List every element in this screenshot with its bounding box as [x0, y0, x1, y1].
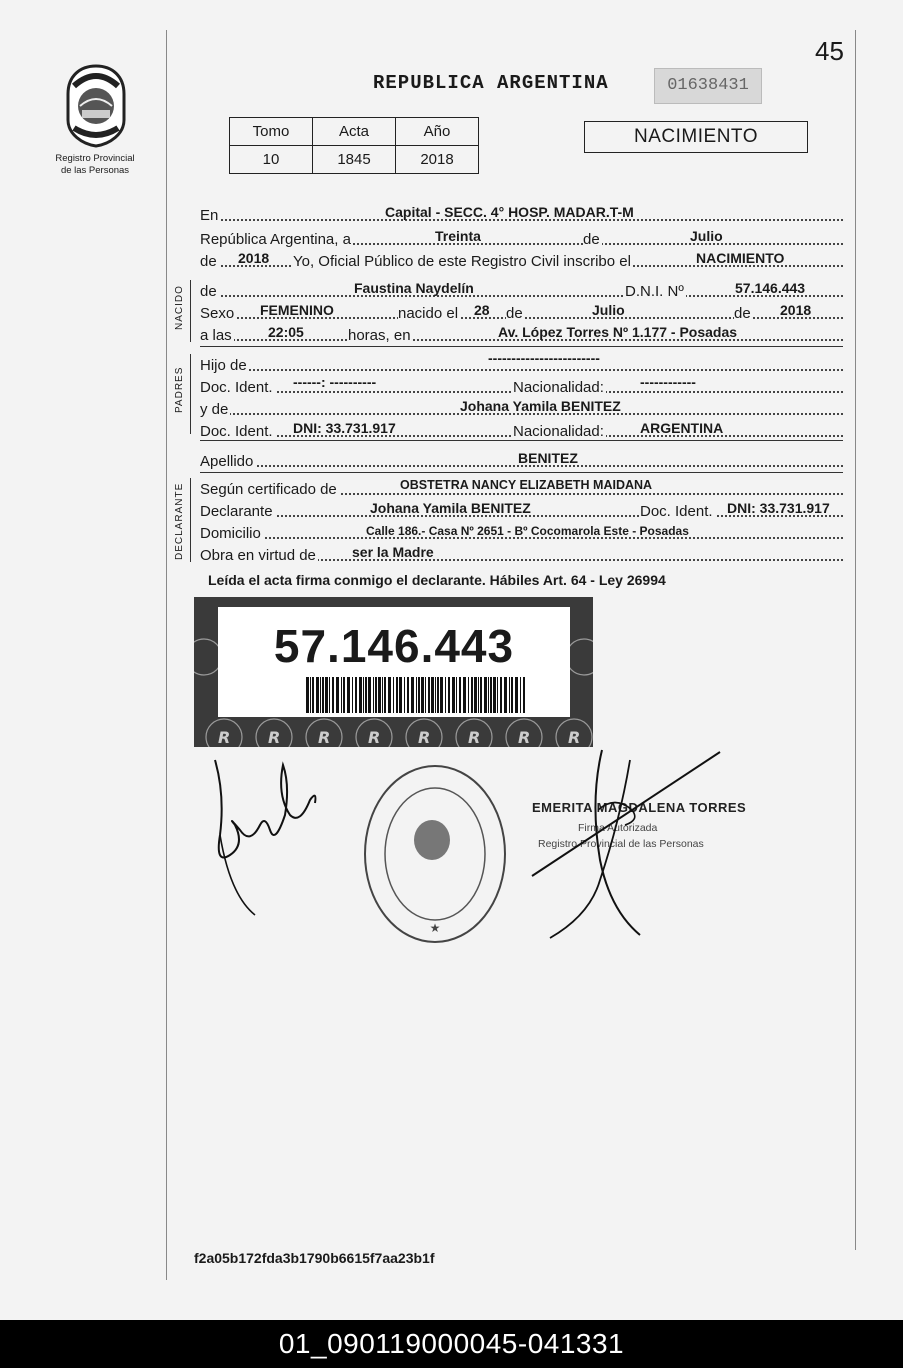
- row-hijo-de: [200, 350, 843, 374]
- anio-header: Año: [396, 118, 479, 146]
- sticker-label: [218, 607, 570, 717]
- row-segun: [200, 478, 843, 498]
- mother-doc-value: DNI: 33.731.917: [293, 420, 396, 436]
- obra-value: ser la Madre: [352, 544, 434, 560]
- province-shield-logo: [60, 62, 132, 148]
- row-sexo: [200, 302, 843, 322]
- birth-month-value: Julio: [592, 302, 625, 318]
- svg-text:R: R: [468, 728, 481, 747]
- father-nationality-value: ------------: [640, 374, 696, 390]
- svg-text:R: R: [568, 728, 581, 747]
- separator-1: [200, 346, 843, 347]
- document-title: REPUBLICA ARGENTINA: [373, 72, 609, 94]
- nacido-bracket: [190, 280, 191, 342]
- dni-label: D.N.I. Nº: [625, 283, 684, 300]
- time-value: 22:05: [268, 324, 304, 340]
- row-hora: [200, 324, 843, 344]
- padres-bracket: [190, 354, 191, 434]
- declarant-signature: [205, 755, 325, 920]
- anio-value: 2018: [396, 146, 479, 174]
- child-name-value: Faustina Naydelín: [354, 280, 474, 296]
- declarante-value: Johana Yamila BENITEZ: [370, 500, 531, 516]
- registry-stamp: [360, 762, 510, 947]
- svg-text:R: R: [318, 728, 331, 747]
- nacido-de2-label: de: [506, 305, 523, 322]
- row-mother: [200, 398, 843, 418]
- a-las-label: a las: [200, 327, 232, 344]
- row-obra: [200, 544, 843, 564]
- y-de-label: y de: [200, 401, 229, 418]
- closing-note: Leída el acta firma conmigo el declarante. Hábiles Art. 64 - Ley 26994: [208, 572, 666, 588]
- row-apellido: [200, 450, 843, 470]
- document-type-box: NACIMIENTO: [584, 121, 808, 153]
- acta-value: 1845: [313, 146, 396, 174]
- declarante-label: Declarante: [200, 503, 273, 520]
- en-value: Capital - SECC. 4° HOSP. MADAR.T-M: [385, 204, 634, 220]
- scan-footer: 01_090119000045-041331: [0, 1320, 903, 1368]
- mother-nationality-label: Nacionalidad:: [513, 423, 604, 440]
- month-value: Julio: [690, 228, 723, 244]
- inscribo-value: NACIMIENTO: [696, 250, 785, 266]
- tomo-header: Tomo: [230, 118, 313, 146]
- day-value: Treinta: [435, 228, 481, 244]
- official-signature: [520, 740, 730, 940]
- registry-label: [40, 153, 150, 177]
- mother-doc-label: Doc. Ident.: [200, 423, 273, 440]
- document-hash: f2a05b172fda3b1790b6615f7aa23b1f: [194, 1250, 435, 1266]
- left-margin-line: [166, 30, 167, 1280]
- svg-text:R: R: [518, 728, 531, 747]
- mother-nationality-value: ARGENTINA: [640, 420, 724, 436]
- official-office: Registro Provincial de las Personas: [538, 838, 704, 850]
- birth-day-value: 28: [474, 302, 490, 318]
- svg-text:R: R: [418, 728, 431, 747]
- acta-header: Acta: [313, 118, 396, 146]
- nacido-de3-label: de: [734, 305, 751, 322]
- row-nacido-name: [200, 280, 843, 300]
- svg-text:R: R: [218, 728, 231, 747]
- registry-label-line-2: de las Personas: [60, 165, 130, 176]
- nacido-de-label: de: [200, 283, 217, 300]
- row-oficial: [200, 250, 843, 270]
- declarante-bracket: [190, 478, 191, 562]
- de2-label: de: [200, 253, 217, 270]
- de-label: de: [583, 231, 600, 248]
- page-number: 45: [815, 36, 844, 66]
- hijo-de-label: Hijo de: [200, 357, 247, 374]
- segun-value: OBSTETRA NANCY ELIZABETH MAIDANA: [400, 478, 653, 492]
- barcode: [306, 677, 526, 713]
- separator-3: [200, 472, 843, 473]
- registry-table: [229, 117, 479, 174]
- declarante-section-label: DECLARANTE: [174, 482, 185, 560]
- nacido-section-label: NACIDO: [174, 285, 185, 330]
- declarante-doc-value: DNI: 33.731.917: [727, 500, 830, 516]
- official-name: EMERITA MAGDALENA TORRES: [532, 800, 747, 815]
- father-name-value: ------------------------: [488, 350, 600, 366]
- official-role: Firma Autorizada: [578, 822, 658, 834]
- birth-year-value: 2018: [780, 302, 812, 318]
- oficial-label: Yo, Oficial Público de este Registro Civil inscribo el: [293, 253, 631, 270]
- place-value: Av. López Torres Nº 1.177 - Posadas: [498, 324, 738, 340]
- apellido-label: Apellido: [200, 453, 254, 470]
- id-number-sticker: [194, 597, 593, 747]
- right-margin-line: [855, 30, 856, 1250]
- year-value: 2018: [238, 250, 270, 266]
- domicilio-label: Domicilio: [200, 525, 261, 542]
- father-nationality-label: Nacionalidad:: [513, 379, 604, 396]
- row-declarante: [200, 500, 843, 520]
- svg-text:R: R: [268, 728, 281, 747]
- registry-label-line-1: Registro Provincial: [55, 153, 135, 164]
- en-label: En: [200, 207, 219, 224]
- row-father-doc: [200, 376, 843, 396]
- serial-number: 01638431: [654, 68, 762, 104]
- republica-label: República Argentina, a: [200, 231, 351, 248]
- row-republica: [200, 228, 843, 248]
- declarante-doc-label: Doc. Ident.: [640, 503, 713, 520]
- domicilio-value: Calle 186.- Casa Nº 2651 - Bº Cocomarola Este - Posadas: [366, 524, 689, 538]
- dni-value: 57.146.443: [735, 280, 806, 296]
- father-doc-value: ------: ----------: [293, 374, 377, 390]
- nacido-el-label: nacido el: [398, 305, 459, 322]
- sexo-value: FEMENINO: [260, 302, 334, 318]
- sexo-label: Sexo: [200, 305, 235, 322]
- row-en: [200, 204, 843, 224]
- separator-2: [200, 440, 843, 441]
- row-mother-doc: [200, 420, 843, 440]
- apellido-value: BENITEZ: [518, 450, 578, 466]
- row-domicilio: [200, 522, 843, 542]
- mother-name-value: Johana Yamila BENITEZ: [460, 398, 621, 414]
- padres-section-label: PADRES: [174, 366, 185, 413]
- father-doc-label: Doc. Ident.: [200, 379, 273, 396]
- tomo-value: 10: [230, 146, 313, 174]
- horas-label: horas, en: [348, 327, 411, 344]
- svg-text:★: ★: [429, 921, 441, 935]
- obra-label: Obra en virtud de: [200, 547, 316, 564]
- segun-label: Según certificado de: [200, 481, 337, 498]
- sticker-id-number: 57.146.443: [273, 620, 515, 672]
- svg-text:R: R: [368, 728, 381, 747]
